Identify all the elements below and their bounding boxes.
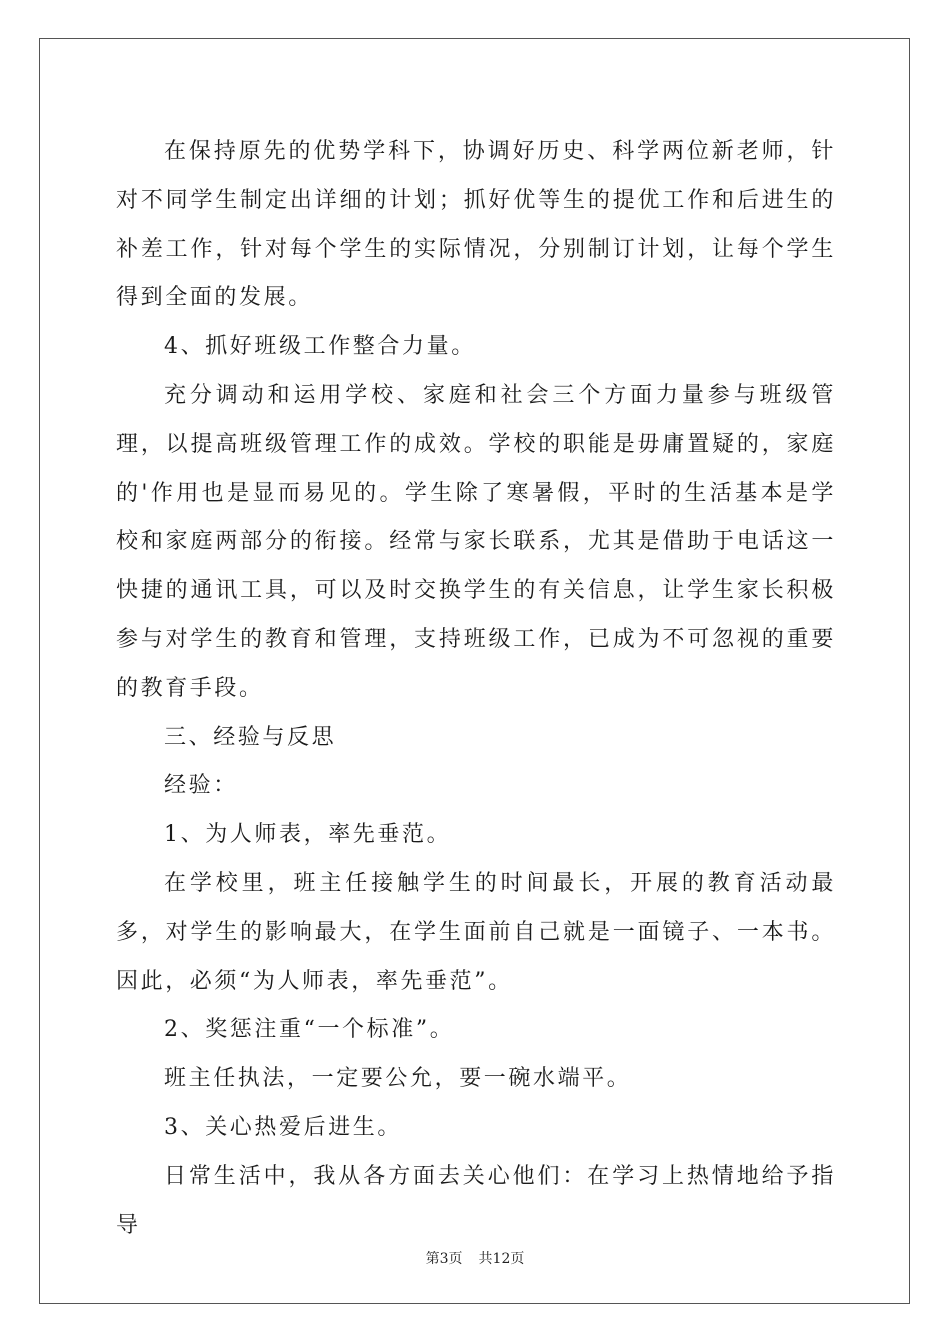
section-heading-3: 三、经验与反思 [164,724,337,750]
subheading-experience: 经验： [164,773,238,799]
paragraph-5: 日常生活中，我从各方面去关心他们：在学习上热情地给予指导 [116,1163,836,1238]
page-number: 第3页 [425,1251,463,1267]
heading-item-1: 1、为人师表，率先垂范。 [164,822,452,848]
paragraph-2: 充分调动和运用学校、家庭和社会三个方面力量参与班级管理，以提高班级管理工作的成效。学校的职能是毋庸置疑的，家庭的'作用也是显而易见的。学生除了寒暑假，平时的生活基本是学校和家庭两部分的衔接。经常与家长联系，尤其是借助于电话这一快捷的通讯工具，可以及时交换学生的有关信息，让学生家长积极参与对学生的教育和管理，支持班级工作，已成为不可忽视的重要的教育手段。 [116,382,836,701]
paragraph-3: 在学校里，班主任接触学生的时间最长，开展的教育活动最多，对学生的影响最大，在学生面前自己就是一面镜子、一本书。因此，必须“为人师表，率先垂范”。 [116,870,836,994]
paragraph-4: 班主任执法，一定要公允，要一碗水端平。 [164,1066,632,1092]
page-total: 共12页 [478,1251,525,1267]
heading-item-2: 2、奖惩注重“一个标准”。 [164,1017,455,1043]
document-body [116,128,836,1250]
heading-item-3: 3、关心热爱后进生。 [164,1114,402,1140]
paragraph-1: 在保持原先的优势学科下，协调好历史、科学两位新老师，针对不同学生制定出详细的计划；抓好优等生的提优工作和后进生的补差工作，针对每个学生的实际情况，分别制订计划，让每个学生得到全面的发展。 [116,139,836,311]
page-footer [0,1248,950,1268]
heading-item-4: 4、抓好班级工作整合力量。 [164,334,476,360]
